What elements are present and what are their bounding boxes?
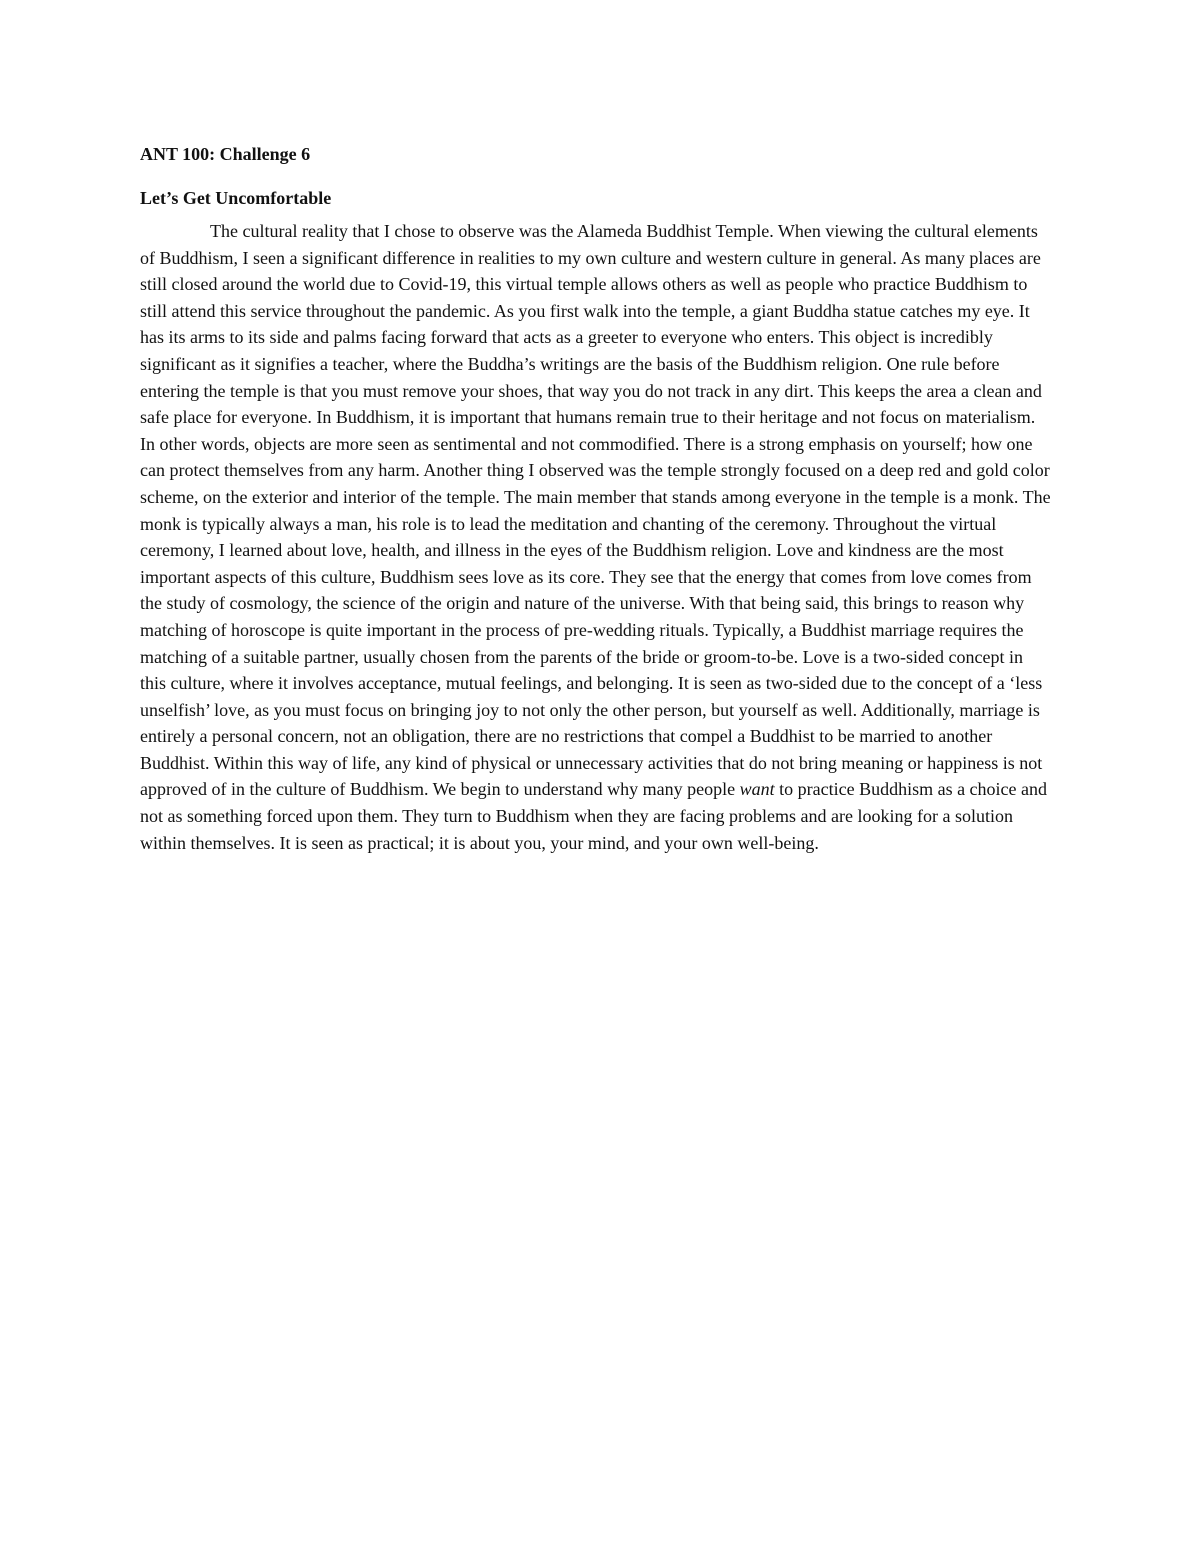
document-title: ANT 100: Challenge 6 [140,144,311,164]
document-subtitle: Let’s Get Uncomfortable [140,188,332,208]
paragraph-text-part2: to practice Buddhism as a choice and not as something forced upon them. They turn to Buddhism when they are facing problems and are looking for a solution within themselves. It is seen as practical; it is about you, your mind, and your own well-being. [140,779,1048,853]
document-content [140,142,1052,856]
paragraph-emphasis: want [739,779,775,800]
paragraph-text-part1: The cultural reality that I chose to observe was the Alameda Buddhist Temple. When viewing the cultural elements of Buddhism, I seen a significant difference in realities to my own culture and western culture in general. As many places are still closed around the world due to Covid-19, this virtual temple allows others as well as people who practice Buddhism to still attend this service throughout the pandemic. As you first walk into the temple, a giant Buddha statue catches my eye. It has its arms to its side and palms facing forward that acts as a greeter to everyone who enters. This object is incredibly significant as it signifies a teacher, where the Buddha’s writings are the basis of the Buddhism religion. One rule before entering the temple is that you must remove your shoes, that way you do not track in any dirt. This keeps the area a clean and safe place for everyone. In Buddhism, it is important that humans remain true to their heritage and not focus on materialism. In other words, objects are more seen as sentimental and not commodified. There is a strong emphasis on yourself; how one can protect themselves from any harm. Another thing I observed was the temple strongly focused on a deep red and gold color scheme, on the exterior and interior of the temple. The main member that stands among everyone in the temple is a monk. The monk is typically always a man, his role is to lead the meditation and chanting of the ceremony. Throughout the virtual ceremony, I learned about love, health, and illness in the eyes of the Buddhism religion. Love and kindness are the most important aspects of this culture, Buddhism sees love as its core. They see that the energy that comes from love comes from the study of cosmology, the science of the origin and nature of the universe. With that being said, this brings to reason why matching of horoscope is quite important in the process of pre-wedding rituals. Typically, a Buddhist marriage requires the matching of a suitable partner, usually chosen from the parents of the bride or groom-to-be. Love is a two-sided concept in this culture, where it involves acceptance, mutual feelings, and belonging. It is seen as two-sided due to the concept of a ‘less unselfish’ love, as you must focus on bringing joy to not only the other person, but yourself as well. Additionally, marriage is entirely a personal concern, not an obligation, there are no restrictions that compel a Buddhist to be married to another Buddhist. Within this way of life, any kind of physical or unnecessary activities that do not bring meaning or happiness is not approved of in the culture of Buddhism. We begin to understand why many people [140,221,1051,800]
body-paragraph [140,218,1052,856]
